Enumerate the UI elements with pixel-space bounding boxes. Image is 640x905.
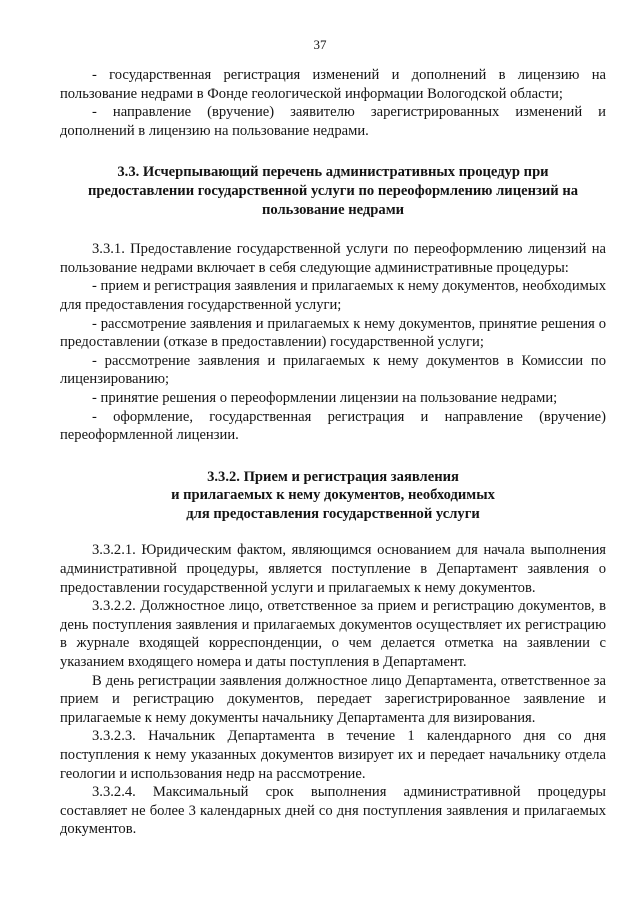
paragraph-3-3-2-2: 3.3.2.2. Должностное лицо, ответственное за прием и регистрацию документов, в день поступления заявления и прилагаемых документов осуществляет их регистрацию в журнале входящей корреспонденции, о чем делается отметка на заявлении с указанием входящего номера и даты поступления в Департамент. — [60, 598, 606, 671]
section-3-3-heading — [60, 163, 606, 219]
intro-item-2: - направление (вручение) заявителю зарегистрированных изменений и дополнений в лицензию на пользование недрами. — [60, 104, 606, 139]
procedure-item-3: - рассмотрение заявления и прилагаемых к нему документов в Комиссии по лицензированию; — [60, 352, 606, 388]
procedure-item-4: - принятие решения о переоформлении лицензии на пользование недрами; — [92, 389, 558, 406]
heading-line: предоставлении государственной услуги по переоформлению лицензий на — [87, 182, 579, 199]
heading-line: пользование недрами — [261, 201, 405, 218]
section-3-3-2-heading — [60, 468, 606, 524]
section-3-3-1-lead: 3.3.1. Предоставление государственной услуги по переоформлению лицензий на пользование недрами включает в себя следующие административные процедуры: — [60, 241, 606, 276]
heading-line: 3.3. Исчерпывающий перечень административных процедур при — [117, 164, 549, 181]
procedure-item-5: - оформление, государственная регистрация и направление (вручение) переоформленной лицензии. — [60, 408, 606, 444]
paragraph-3-3-2-1: 3.3.2.1. Юридическим фактом, являющимся основанием для начала выполнения административной процедуры, является поступление в Департамент заявления о предоставлении государственной услуги и прилагаемых к нему документов. — [60, 542, 606, 596]
paragraph-registration-day: В день регистрации заявления должностное лицо Департамента, ответственное за прием и регистрацию документов, передает зарегистрированное заявление и прилагаемые к нему документы начальнику Департамента для визирования. — [60, 672, 606, 726]
procedure-item-2: - рассмотрение заявления и прилагаемых к нему документов, принятие решения о предоставлении (отказе в предоставлении) государственной услуги; — [60, 315, 606, 351]
paragraph-3-3-2-4: 3.3.2.4. Максимальный срок выполнения административной процедуры составляет не более 3 календарных дней со дня поступления заявления и прилагаемых документов. — [60, 784, 606, 838]
intro-item-1: - государственная регистрация изменений и дополнений в лицензию на пользование недрами в Фонде геологической информации Вологодской области; — [60, 67, 606, 102]
procedure-item-1: - прием и регистрация заявления и прилагаемых к нему документов, необходимых для предоставления государственной услуги; — [60, 278, 606, 313]
paragraph-3-3-2-3: 3.3.2.3. Начальник Департамента в течение 1 календарного дня со дня поступления к нему указанных документов визирует их и передает начальнику отдела геологии и использования недр на рассмотрение. — [60, 728, 606, 782]
page-number: 37 — [313, 37, 327, 52]
document-body — [60, 66, 606, 839]
heading-line: и прилагаемых к нему документов, необходимых — [171, 487, 495, 504]
heading-line: 3.3.2. Прием и регистрация заявления — [207, 468, 459, 485]
heading-line: для предоставления государственной услуги — [186, 505, 480, 522]
